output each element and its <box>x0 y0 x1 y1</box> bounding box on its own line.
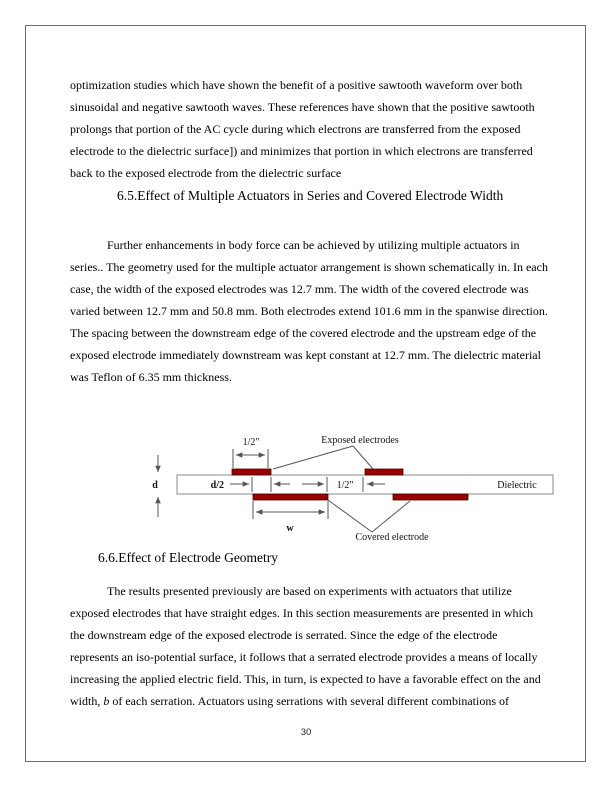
section-6-6-text-after: of each serration. Actuators using serrations with several different combinations of <box>109 694 510 708</box>
section-6-5-paragraph: Further enhancements in body force can be achieved by utilizing multiple actuators in series.. The geometry used for the multiple actuator arrangement is shown schematically in. In each case, the width of the exposed electrodes was 12.7 mm. The width of the covered electrode was varied between 12.7 mm and 50.8 mm. Both electrodes extend 101.6 mm in the spanwise direction. The spacing between the downstream edge of the covered electrode and the upstream edge of the exposed electrode immediately downstream was kept constant at 12.7 mm. The dielectric material was Teflon of 6.35 mm thickness. <box>70 238 548 384</box>
exposed-electrodes-label: Exposed electrodes <box>321 435 399 446</box>
section-6-6-text-before: The results presented previously are based on experiments with actuators that utilize exposed electrodes that have straight edges. In this section measurements are presented in which the downstream edge of the exposed electrode is serrated. Since the edge of the electrode represents an iso-potential surface, it follows that a serrated electrode provides a means of locally increasing the applied electric field. This, in turn, is expected to have a favorable effect on the and width, <box>70 584 541 708</box>
half-thickness-label: d/2 <box>210 480 224 491</box>
exposed-electrode-2 <box>365 469 403 475</box>
covered-width-label: w <box>286 523 294 534</box>
gap-width-label: 1/2" <box>336 480 354 491</box>
exposed-electrode-1 <box>232 469 271 475</box>
leader-line <box>328 500 372 532</box>
covered-electrode-2 <box>393 494 468 500</box>
dielectric-label: Dielectric <box>497 480 537 491</box>
page-number: 30 <box>300 727 312 738</box>
thickness-label: d <box>152 480 158 491</box>
leader-line <box>372 501 410 532</box>
intro-paragraph: optimization studies which have shown the benefit of a positive sawtooth waveform over both sinusoidal and negative sawtooth waves. These references have shown that the positive sawtooth prolongs that portion of the AC cycle during which electrons are transferred from the exposed electrode to the dielectric surface]) and minimizes that portion in which electrons are transferred back to the exposed electrode from the dielectric surface <box>70 78 535 180</box>
section-heading-6-6: 6.6.Effect of Electrode Geometry <box>98 550 279 565</box>
section-6-6-paragraph <box>70 580 548 712</box>
actuator-schematic-figure <box>140 428 560 548</box>
leader-line <box>353 446 373 469</box>
top-width-label: 1/2" <box>242 437 260 448</box>
section-heading-6-5: 6.5.Effect of Multiple Actuators in Series and Covered Electrode Width <box>117 188 504 203</box>
serration-width-variable: b <box>103 694 110 708</box>
actuator-schematic-svg <box>140 428 560 548</box>
covered-electrode-label: Covered electrode <box>355 532 429 543</box>
covered-electrode-1 <box>253 494 328 500</box>
leader-line <box>273 446 353 469</box>
